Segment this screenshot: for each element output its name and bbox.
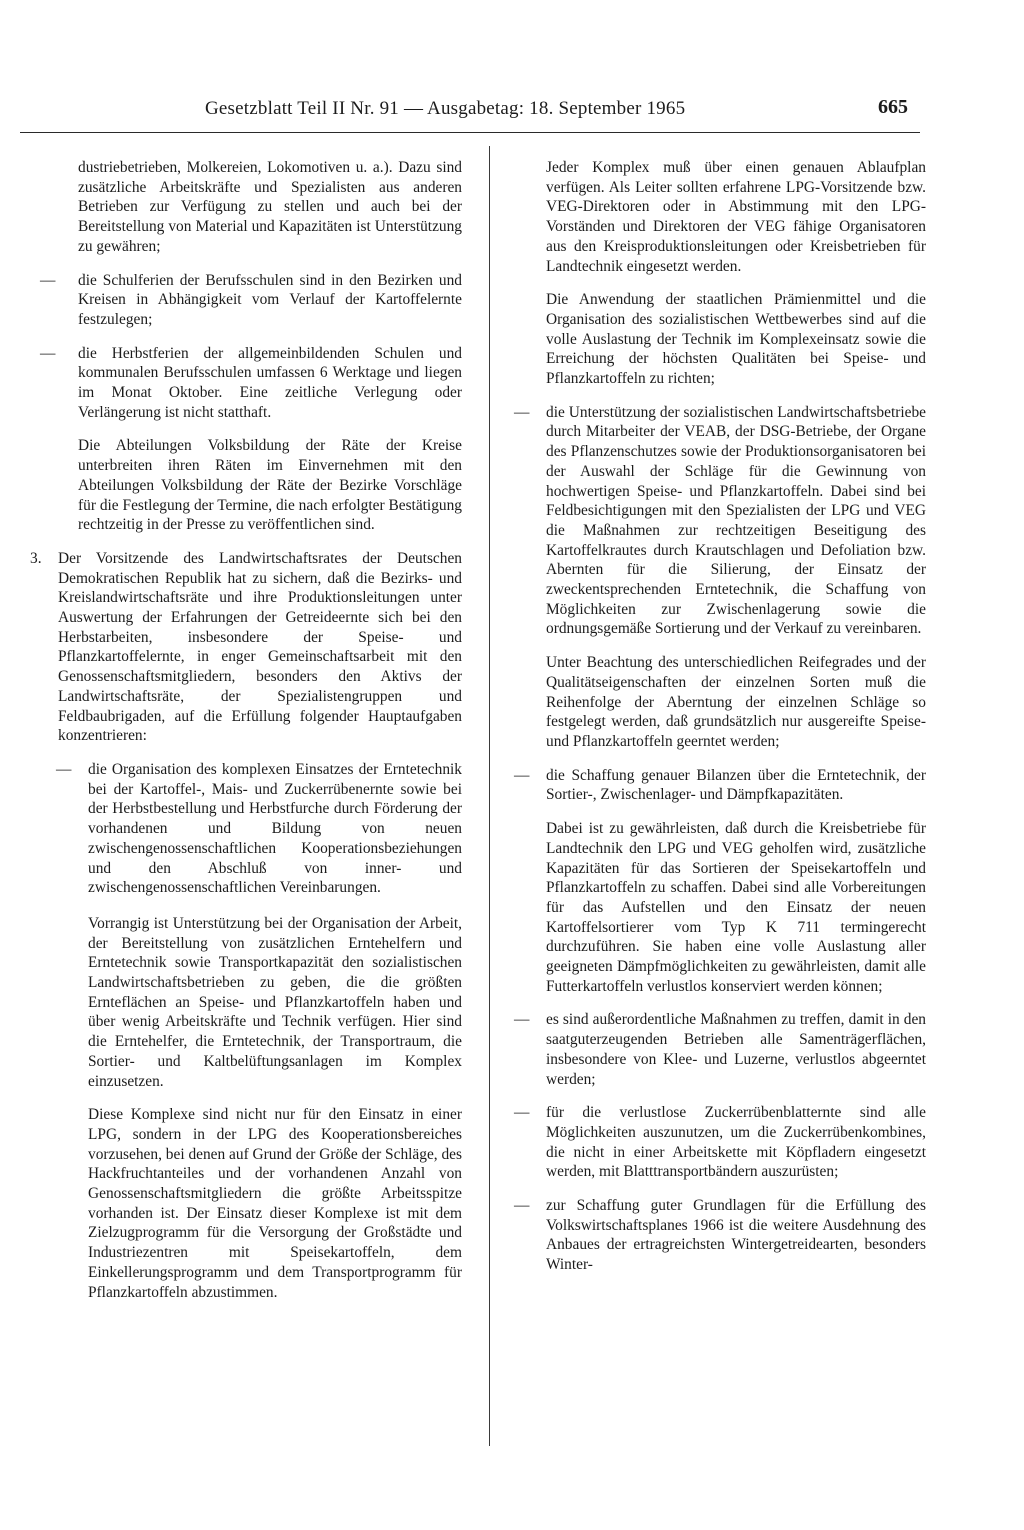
dash-marker: — (514, 1104, 530, 1122)
left-column (30, 158, 462, 1316)
list-item-text: die Schaffung genauer Bilanzen über die Erntetechnik, der Sortier-, Zwischenlager- und Dämpfkapazitäten. (546, 766, 926, 804)
right-column (510, 158, 926, 1289)
list-item-text: für die verlustlose Zuckerrübenblatternte sind alle Möglichkeiten auszunutzen, um die Zuckerrübenkombines, die nicht in einer Arbeitskette mit Köpfladern eingesetzt werden, mit Blatttransportbändern auszurüsten; (546, 1104, 926, 1181)
dash-marker: — (514, 1197, 530, 1215)
numbered-item-text: Der Vorsitzende des Landwirtschaftsrates der Deutschen Demokratischen Republik hat zu sichern, daß die Bezirks- und Kreislandwirtschaftsräte und ihre Produktionsleitungen unter Auswertung der Erfahrungen der Getreideernte sich bei den Herbstarbeiten, insbesondere der Speise- und Pflanzkartoffelernte, in enger Gemeinschaftsarbeit mit den Genossenschaftsmitgliedern, besonders den Aktivs der Landwirtschaftsräte, der Spezialistengruppen und Feldbaubrigaden, auf die Erfüllung folgender Hauptaufgaben konzentrieren: (58, 549, 462, 745)
list-item (510, 1010, 926, 1089)
sub-paragraph: Dabei ist zu gewährleisten, daß durch die Kreisbetriebe für Landtechnik den LPG und VEG geholfen wird, zusätzliche Kapazitäten für das Sortieren der Speisekartoffeln und Pflanzkartoffeln zu schaffen. Dabei sind alle Vorbereitungen für das Aufstellen und den Einsatz der neuen Kartoffelsortierer vom Typ K 711 termingerecht durchzuführen. Sie haben eine volle Auslastung aller geeigneten Dämpfmöglichkeiten zu gewährleisten, damit alle Futterkartoffeln verlustlos konserviert werden können; (546, 820, 926, 995)
dash-marker: — (514, 766, 530, 784)
list-item (510, 1103, 926, 1182)
list-item (510, 766, 926, 805)
dash-marker: — (40, 344, 56, 362)
list-item (510, 1196, 926, 1275)
list-item-text: zur Schaffung guter Grundlagen für die Erfüllung des Volkswirtschaftsplanes 1966 ist die weitere Ausdehnung des Anbaues der ertragreichsten Wintergetreidearten, besonders Winter- (546, 1197, 926, 1274)
header-title: Gesetzblatt Teil II Nr. 91 — Ausgabetag: 18. September 1965 (205, 98, 686, 119)
header-rule (20, 132, 920, 133)
dash-marker: — (514, 1011, 530, 1029)
paragraph: Die Anwendung der staatlichen Prämienmittel und die Organisation des sozialistischen Wettbewerbes sind auf die volle Auslastung der Technik im Komplexeinsatz sowie die Erreichung der höchsten Qualitäten bei Speise- und Pflanzkartoffeln zu richten; (546, 291, 926, 388)
item-number: 3. (30, 549, 42, 567)
list-item (510, 403, 926, 639)
list-item-text: es sind außerordentliche Maßnahmen zu treffen, damit in den saatguterzeugenden Betrieben alle Samenträgerflächen, insbesondere von Klee- und Luzerne, verlustlos abgeerntet werden; (546, 1011, 926, 1088)
dash-marker: — (40, 271, 56, 289)
list-item-text: die Schulferien der Berufsschulen sind in den Bezirken und Kreisen in Abhängigkeit vom Verlauf der Kartoffelernte festzulegen; (78, 271, 462, 328)
dash-marker: — (56, 760, 72, 778)
sub-paragraph: Unter Beachtung des unterschiedlichen Reifegrades und der Qualitätseigenschaften der einzelnen Sorten muß die Reihenfolge der Aberntung der einzelnen Schläge so festgelegt werden, daß grundsätzlich nur ausgereifte Speise- und Pflanzkartoffeln geerntet werden; (546, 654, 926, 750)
list-item-text: die Herbstferien der allgemeinbildenden Schulen und kommunalen Berufsschulen umfassen 6 Werktage und liegen im Monat Oktober. Eine zeitliche Verlegung oder Verlängerung ist nicht statthaft. (78, 344, 462, 421)
list-item (30, 344, 462, 423)
page-number: 665 (878, 96, 908, 118)
list-item-text: die Organisation des komplexen Einsatzes der Erntetechnik bei der Kartoffel-, Mais- und Zuckerrübenernte sowie bei der Herbstbestellung und Herbstfurche durch Förderung der vorhandenen und Bildung von neuen zwischengenossenschaftlichen Kooperationsbeziehungen und den Abschluß von inner- und zwischengenossenschaftlichen Vereinbarungen. (88, 760, 462, 897)
dash-marker: — (514, 403, 530, 421)
page-header (0, 0, 1024, 140)
column-divider (489, 146, 490, 1446)
sub-paragraph: Die Abteilungen Volksbildung der Räte der Kreise unterbreiten ihren Räten im Einvernehmen mit den Abteilungen Volksbildung der Räte der Bezirke Vorschläge für die Festlegung der Termine, die nach erfolgter Bestätigung rechtzeitig in der Presse zu veröffentlichen sind. (78, 437, 462, 534)
numbered-item (30, 549, 462, 746)
list-item (30, 760, 462, 898)
sub-paragraph: Vorrangig ist Unterstützung bei der Organisation der Arbeit, der Bereitstellung von zusätzlichen Erntehelfern und Erntetechnik sowie Transportkapazität den sozialistischen Landwirtschaftsbetrieben zu geben, die die größten Ernteflächen an Speise- und Pflanzkartoffeln haben und über wenig Arbeitskräfte und Technik verfügen. Hier sind die Erntehelfer, die Erntetechnik, der Transportraum, die Sortier- und Kaltbelüftungsanlagen im Komplex einzusetzen. (88, 914, 462, 1090)
sub-paragraph: Diese Komplexe sind nicht nur für den Einsatz in einer LPG, sondern in der LPG des Kooperationsbereiches vorzusehen, bei denen auf Grund der Größe der Schläge, des Hackfruchtanteiles und der vorhandenen Anzahl von Genossenschaftsmitgliedern die größte Arbeitsspitze vorhanden ist. Der Einsatz dieser Komplexe ist mit dem Zielzugprogramm für die Versorgung der Großstädte und Industriezentren mit Speisekartoffeln, dem Einkellerungsprogramm und dem Transportprogramm für Pflanzkartoffeln abzustimmen. (88, 1106, 462, 1301)
paragraph: Jeder Komplex muß über einen genauen Ablaufplan verfügen. Als Leiter sollten erfahrene LPG-Vorsitzende bzw. VEG-Direktoren oder in Abstimmung mit den LPG-Vorständen und Direktoren der VEG fähige Organisatoren aus den Kreisproduktionsleitungen oder Kreisbetrieben für Landtechnik eingesetzt werden. (546, 159, 926, 275)
list-item-text: die Unterstützung der sozialistischen Landwirtschaftsbetriebe durch Mitarbeiter der VEAB, der DSG-Betriebe, der Organe des Pflanzenschutzes sowie der Produktionsorganisatoren bei der Auswahl der Schläge für die Gewinnung von hochwertigen Speise- und Pflanzkartoffeln. Dabei sind bei Feldbesichtigungen mit den Spezialisten der LPG und VEG die Maßnahmen zur rechtzeitigen Beseitigung des Kartoffelkrautes durch Krautschlagen und Defoliation bzw. Abernten für die Silierung, der Einsatz der zweckentsprechenden Erntetechnik, die Schaffung von Möglichkeiten zur Zwischenlagerung sowie die ordnungsgemäße Sortierung und der Verkauf zu vereinbaren. (546, 403, 926, 638)
list-item (30, 271, 462, 330)
continued-paragraph: dustriebetrieben, Molkereien, Lokomotiven u. a.). Dazu sind zusätzliche Arbeitskräfte und Spezialisten aus anderen Betrieben zur Verfügung zu stellen und auch bei der Bereitstellung von Material und Kapazitäten ist Unterstützung zu gewähren; (78, 159, 462, 255)
